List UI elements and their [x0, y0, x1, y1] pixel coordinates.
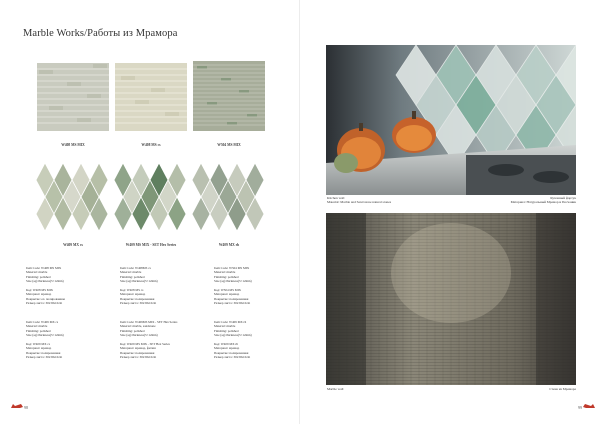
spec-block: Item Code: W408MS cs Material: marble Finishing: polished Size (sq)/thickness(5×12mm) Код: W408 MS cs Материал: мрамор Покрытие: полированная Размер листа: 30x30x10cm: [120, 266, 158, 306]
spec-block: Item Code: W409 MX cs Material: marble Finishing: polished Size (sq)/thickness(5×12mm) Код: W409 MX cs Материал: мрамор Покрытие: полированная Размер листа: 30x30x10cm: [26, 320, 64, 360]
spec-block: Item Code: W408 MS MIX Material: marble Finishing: polished Size (sq)/thickness(5×12mm) Код: W408 MS MIX Материал: мрамор Покрытие: ел. полированная Размер листа: 30x30x10cm: [26, 266, 65, 306]
tile-caption: W408 MS MIX: [61, 143, 85, 147]
page-title: Marble Works/Работы из Мрамора: [23, 28, 178, 39]
cat-logo-icon: [582, 402, 596, 410]
tile-caption: W409 MX cs: [63, 243, 83, 247]
spec-block: Item Code: W504 MS MIX Material: marble Finishing: polished Size (sq)/thickness(5×12mm) Код: W504 MS MIX Материал: мрамор Покрытие: полированная Размер листа: 30x30x10cm: [214, 266, 252, 306]
cat-logo-icon: [10, 402, 24, 410]
page-number: 98: [24, 405, 28, 410]
spec-block: Item Code: W409 MX rh Material: marble Finishing: polished Size (sq)/thickness(5×12mm) Код: W409 MX rh Материал: мрамор Покрытие: полированная Размер листа: 30x30x10cm: [214, 320, 252, 360]
tile-caption: W504 MS MIX: [217, 143, 241, 147]
tile-w409-mx-cs: [36, 163, 110, 233]
spec-block: Item Code: W409MS MIX - SET Hex Series Material: marble, sandstone Finishing: polished Size (sq)/thickness(5×12mm) Код: W409 MS MIX - SET Hex Series Материал: мрамор, фетиш Покрытие: полированная Размер листа: 30x30x10cm: [120, 320, 178, 360]
tile-w409-ms-mix-hex: [114, 163, 188, 233]
tile-w408-ms-cs: [115, 63, 187, 131]
tile-caption: W409 MS MIX - SET Hex Series: [125, 243, 177, 247]
right-page: [300, 0, 600, 424]
marble-wall-photo: [326, 213, 576, 385]
tile-w409-mx-rh: [192, 163, 266, 233]
kitchen-caption-ru: Кухонный фартук Материал: Натуральный Мрамор и Песчаник: [510, 196, 576, 205]
tile-w408-ms-mix: [37, 63, 109, 131]
tile-caption: W408 MS cs: [141, 143, 161, 147]
page-number: 99: [578, 405, 582, 410]
kitchen-photo: [326, 45, 576, 195]
kitchen-caption-en: Kitchen wall Material: Marble and Sand stone natural stones: [327, 196, 392, 205]
marble-wall-caption-ru: Стена из Мрамора: [549, 387, 576, 391]
tile-w504-ms-mix: [193, 61, 265, 131]
marble-wall-caption-en: Marble wall: [327, 387, 344, 391]
tile-caption: W409 MX rh: [218, 243, 240, 247]
